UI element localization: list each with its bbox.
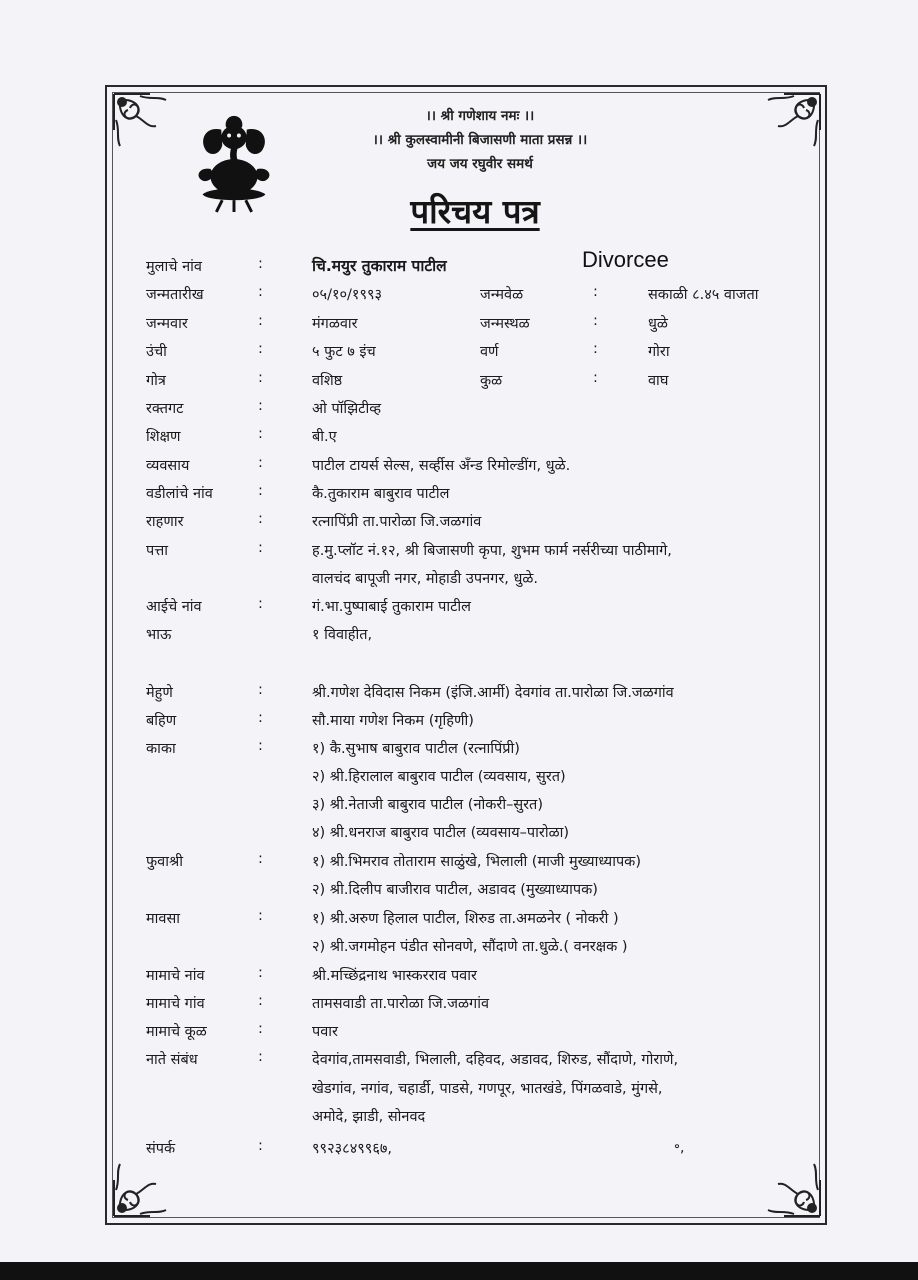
field-value: श्री.मच्छिंद्रनाथ भास्करराव पवार — [312, 968, 477, 984]
list-item: २) श्री.हिरालाल बाबुराव पाटील (व्यवसाय, सुरत) — [312, 769, 566, 785]
field-colon: : — [258, 710, 263, 726]
field-label: पत्ता — [146, 543, 169, 559]
list-item: २) श्री.जगमोहन पंडीत सोनवणे, सौंदाणे ता.धुळे.( वनरक्षक ) — [312, 939, 628, 955]
field-label: मामाचे कूळ — [146, 1024, 207, 1040]
field-colon: : — [258, 426, 263, 442]
field-label: उंची — [146, 344, 167, 360]
field-label: भाऊ — [146, 627, 172, 643]
field-value: गं.भा.पुष्पाबाई तुकाराम पाटील — [312, 599, 471, 615]
field-label: काका — [146, 741, 176, 757]
field-value: गोरा — [648, 344, 670, 360]
field-label: जन्मतारीख — [146, 287, 204, 303]
field-value: श्री.गणेश देविदास निकम (इंजि.आर्मी) देवगांव ता.पारोळा जि.जळगांव — [312, 685, 674, 701]
field-colon: : — [258, 284, 263, 300]
field-label: वडीलांचे नांव — [146, 486, 213, 502]
list-item: १) श्री.अरुण हिलाल पाटील, शिरुड ता.अमळनेर ( नोकरी ) — [312, 911, 619, 927]
field-value: धुळे — [648, 316, 668, 332]
field-label: संपर्क — [146, 1141, 176, 1157]
field-label: कुळ — [480, 373, 503, 389]
stray-mark: ॰, — [674, 1140, 685, 1156]
field-value: सकाळी ८.४५ वाजता — [648, 287, 759, 303]
status-tag: Divorcee — [582, 247, 669, 272]
field-label: फुवाश्री — [146, 854, 184, 870]
field-value: ०५/१०/१९९३ — [312, 287, 383, 303]
candidate-name: चि.मयुर तुकाराम पाटील — [312, 257, 447, 275]
field-value: तामसवाडी ता.पारोळा जि.जळगांव — [312, 996, 490, 1012]
field-colon: : — [258, 540, 263, 556]
field-label: मामाचे नांव — [146, 968, 205, 984]
field-colon: : — [258, 370, 263, 386]
field-colon: : — [593, 284, 598, 300]
invocation-line: ।। श्री कुलस्वामीनी बिजासणी माता प्रसन्न ।। — [372, 132, 588, 148]
corner-ornament-icon — [752, 1148, 824, 1220]
field-value: सौ.माया गणेश निकम (गृहिणी) — [312, 713, 474, 729]
field-colon: : — [258, 965, 263, 981]
field-colon: : — [258, 851, 263, 867]
field-colon: : — [258, 313, 263, 329]
field-value: बी.ए — [312, 429, 337, 445]
page-bottom-edge — [0, 1262, 918, 1280]
field-colon: : — [258, 993, 263, 1009]
field-colon: : — [593, 370, 598, 386]
field-colon: : — [258, 483, 263, 499]
field-colon: : — [258, 1138, 263, 1154]
field-label: जन्मवार — [146, 316, 188, 332]
field-colon: : — [258, 1021, 263, 1037]
field-colon: : — [258, 256, 263, 272]
invocation-line: जय जय रघुवीर समर्थ — [427, 156, 533, 172]
field-value: कै.तुकाराम बाबुराव पाटील — [312, 486, 450, 502]
field-label: बहिण — [146, 713, 177, 729]
list-item: अमोदे, झाडी, सोनवद — [312, 1109, 426, 1125]
field-colon: : — [258, 908, 263, 924]
field-value: पवार — [312, 1024, 338, 1040]
field-value: ५ फुट ७ इंच — [312, 344, 376, 360]
field-label: नाते संबंध — [146, 1052, 198, 1068]
field-label: जन्मवेळ — [480, 287, 524, 303]
field-colon: : — [258, 455, 263, 471]
list-item: १) श्री.भिमराव तोताराम साळुंखे, भिलाली (माजी मुख्याध्यापक) — [312, 854, 641, 870]
field-colon: : — [593, 313, 598, 329]
list-item: देवगांव,तामसवाडी, भिलाली, दहिवद, अडावद, शिरुड, सौंदाणे, गोराणे, — [312, 1052, 679, 1068]
field-colon: : — [258, 341, 263, 357]
field-label: रक्तगट — [146, 401, 184, 417]
field-label: मुलाचे नांव — [146, 259, 202, 275]
field-label: जन्मस्थळ — [480, 316, 530, 332]
field-value: ह.मु.प्लॉट नं.१२, श्री बिजासणी कृपा, शुभम फार्म नर्सरीच्या पाठीमागे, — [312, 543, 672, 559]
field-label: शिक्षण — [146, 429, 181, 445]
field-value: १ विवाहीत, — [312, 627, 373, 643]
field-value: रत्नापिंप्री ता.पारोळा जि.जळगांव — [312, 514, 482, 530]
field-colon: : — [258, 596, 263, 612]
list-item: १) कै.सुभाष बाबुराव पाटील (रत्नापिंप्री) — [312, 741, 520, 757]
field-label: वर्ण — [480, 344, 499, 360]
list-item: २) श्री.दिलीप बाजीराव पाटील, अडावद (मुख्याध्यापक) — [312, 882, 598, 898]
field-value: वाघ — [648, 373, 669, 389]
field-colon: : — [258, 1049, 263, 1065]
list-item: ४) श्री.धनराज बाबुराव पाटील (व्यवसाय–पारोळा) — [312, 825, 570, 841]
corner-ornament-icon — [110, 1148, 182, 1220]
field-label: गोत्र — [146, 373, 166, 389]
field-label: मावसा — [146, 911, 181, 927]
field-value: मंगळवार — [312, 316, 358, 332]
invocation-line: ।। श्री गणेशाय नमः ।। — [425, 108, 535, 124]
contact-number: ९९२३८४९९६७, — [312, 1141, 393, 1157]
field-value: वशिष्ठ — [312, 373, 343, 389]
field-label: राहणार — [146, 514, 184, 530]
field-value: पाटील टायर्स सेल्स, सर्व्हीस अँन्ड रिमोल्डींग, धुळे. — [312, 458, 571, 474]
list-item: खेडगांव, नगांव, चहार्डी, पाडसे, गणपूर, भातखंडे, पिंगळवाडे, मुंगसे, — [312, 1081, 663, 1097]
field-colon: : — [258, 738, 263, 754]
corner-ornament-icon — [110, 90, 182, 162]
field-colon: : — [258, 398, 263, 414]
corner-ornament-icon — [752, 90, 824, 162]
field-label: व्यवसाय — [146, 458, 190, 474]
field-value: ओ पॉझिटीव्ह — [312, 401, 382, 417]
page-title: परिचय पत्र — [410, 192, 540, 231]
field-colon: : — [258, 682, 263, 698]
field-label: मेहुणे — [146, 685, 173, 701]
field-colon: : — [258, 511, 263, 527]
field-colon: : — [593, 341, 598, 357]
field-value: वालचंद बापूजी नगर, मोहाडी उपनगर, धुळे. — [312, 571, 539, 587]
field-label: आईचे नांव — [146, 599, 202, 615]
list-item: ३) श्री.नेताजी बाबुराव पाटील (नोकरी–सुरत) — [312, 797, 543, 813]
field-label: मामाचे गांव — [146, 996, 205, 1012]
